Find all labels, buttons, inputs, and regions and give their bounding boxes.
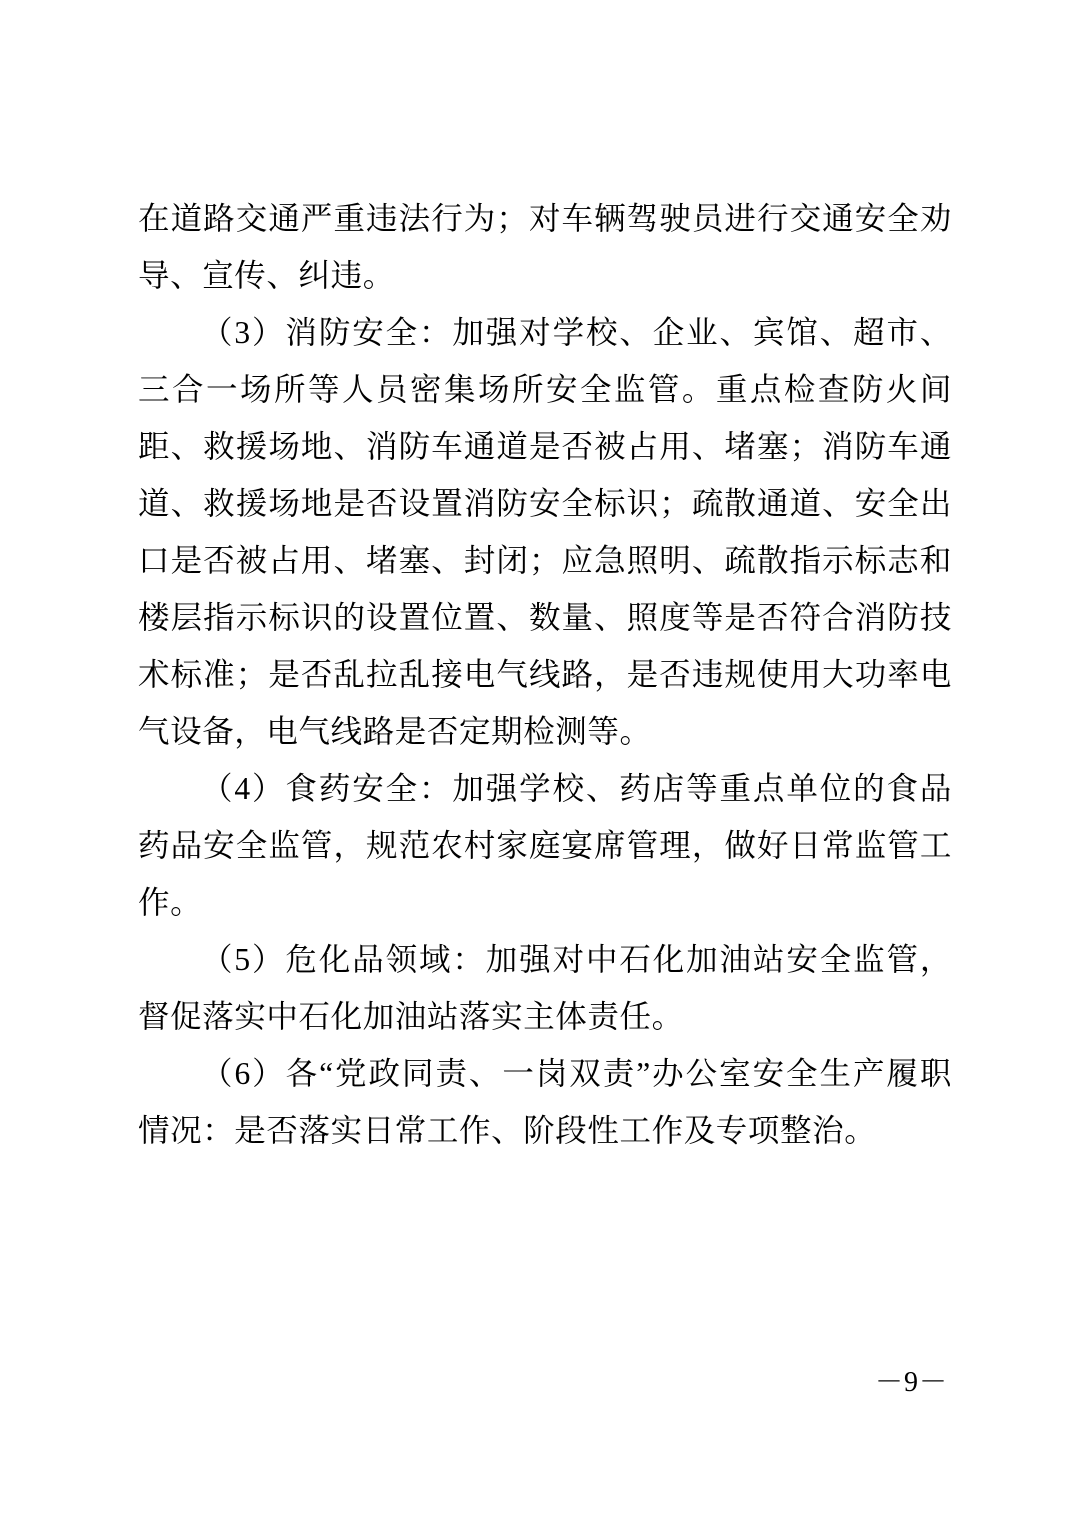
paragraph-item-4-food-drug-safety: （4）食药安全：加强学校、药店等重点单位的食品药品安全监管，规范农村家庭宴席管理，做好日常监管工作。 [138, 771, 952, 920]
paragraph-continued: 在道路交通严重违法行为；对车辆驾驶员进行交通安全劝导、宣传、纠违。 [138, 201, 952, 293]
paragraph-item-6-office-duty: （6）各“党政同责、一岗双责”办公室安全生产履职情况：是否落实日常工作、阶段性工作及专项整治。 [138, 1056, 952, 1148]
page-number: －9－ [874, 1367, 948, 1398]
document-body [138, 190, 952, 1159]
paragraph-item-5-hazardous-chemicals: （5）危化品领域：加强对中石化加油站安全监管，督促落实中石化加油站落实主体责任。 [138, 942, 952, 1034]
paragraph-item-3-fire-safety: （3）消防安全：加强对学校、企业、宾馆、超市、三合一场所等人员密集场所安全监管。重点检查防火间距、救援场地、消防车通道是否被占用、堵塞；消防车通道、救援场地是否设置消防安全标识；疏散通道、安全出口是否被占用、堵塞、封闭；应急照明、疏散指示标志和楼层指示标识的设置位置、数量、照度等是否符合消防技术标准；是否乱拉乱接电气线路，是否违规使用大功率电气设备，电气线路是否定期检测等。 [138, 315, 952, 749]
